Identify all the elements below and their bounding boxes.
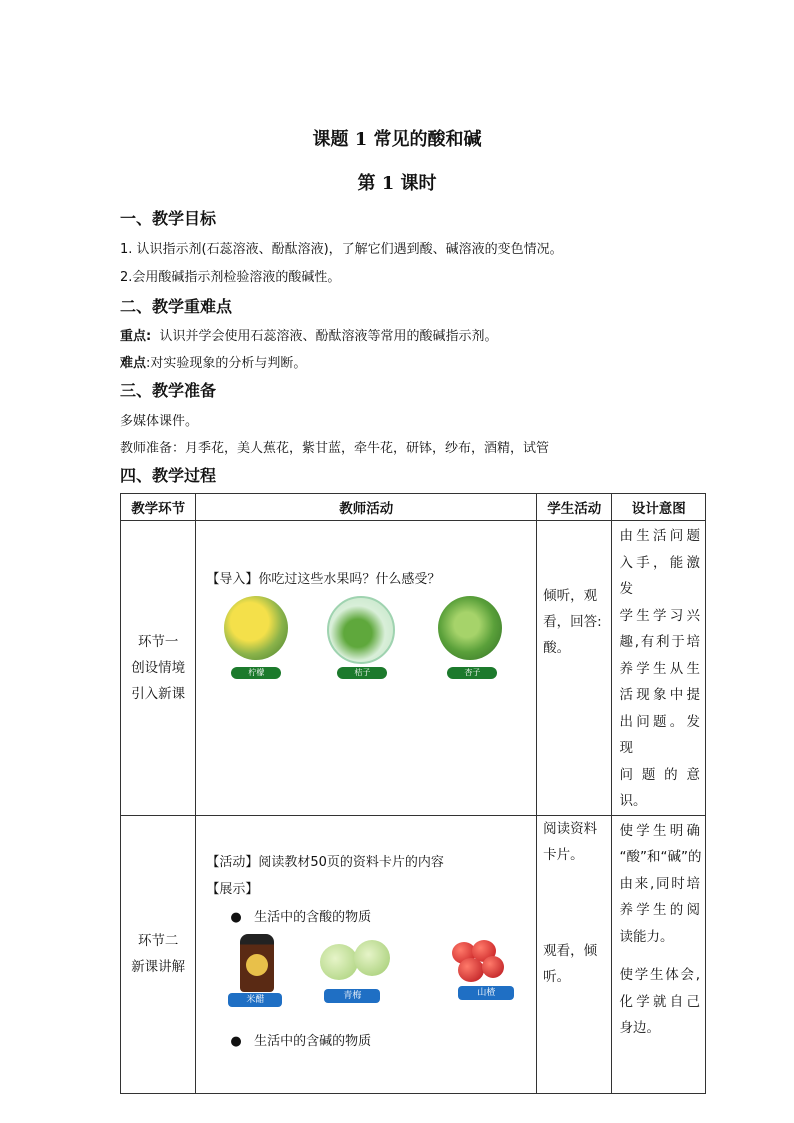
hawthorn-image: [482, 956, 504, 978]
intro-text: 【导入】你吃过这些水果吗？什么感受？: [206, 572, 441, 587]
prep-item: 教师准备：月季花，美人蕉花，紫甘蓝，牵牛花，研钵，纱布，酒精，试管: [120, 441, 550, 456]
difficult-point: [120, 352, 306, 371]
student-line: 酸。: [543, 640, 571, 656]
key-point: [120, 325, 497, 344]
design-line: “酸”和“碱”的: [619, 849, 702, 865]
student-line: 观看，倾: [543, 942, 598, 959]
bullet-icon: ●: [230, 909, 242, 925]
section-heading-goals: 一、教学目标: [120, 209, 217, 228]
page-title: 课题 1 常见的酸和碱: [312, 129, 482, 150]
prep-item: 多媒体课件。: [120, 414, 199, 429]
table-header-row: [121, 494, 706, 521]
lemon-image: [224, 596, 288, 660]
apricot-image: [438, 596, 502, 660]
key-label: 重点:: [120, 329, 152, 344]
vinegar-bottle-image: [240, 934, 274, 992]
teacher-activity-cell: [196, 815, 537, 1093]
item-label: 山楂: [458, 986, 514, 1000]
item-label: 米醋: [228, 993, 282, 1007]
stage-cell: [121, 521, 196, 816]
design-intent-cell: [612, 521, 706, 816]
stage-cell: [121, 815, 196, 1093]
difficult-label: 难点: [120, 356, 147, 371]
design-line: 使学生明确: [619, 822, 700, 839]
student-line: 阅读资料: [543, 820, 598, 837]
student-line: 倾听，观: [543, 588, 598, 604]
design-line: 化学就自己: [619, 993, 700, 1010]
student-line: 看，回答:: [543, 614, 602, 630]
stage-line: 创设情境: [131, 659, 186, 676]
difficult-text: :对实验现象的分析与判断。: [146, 356, 307, 371]
stage-line: 环节一: [137, 633, 179, 650]
section-heading-prep: 三、教学准备: [120, 381, 217, 400]
goal-item: 1. 认识指示剂(石蕊溶液、酚酞溶液)，了解它们遇到酸、碱溶液的变色情况。: [120, 242, 563, 257]
activity-text: 【活动】阅读教材50页的资料卡片的内容: [206, 854, 444, 870]
table-header: 教师活动: [196, 494, 537, 521]
fruit-label: 柠檬: [231, 667, 281, 679]
design-line: 读能力。: [619, 928, 674, 945]
design-intent-cell: [612, 815, 706, 1093]
bullet-item: [230, 1030, 371, 1049]
design-line: 使学生体会,: [619, 967, 700, 983]
table-header: 学生活动: [537, 494, 612, 521]
key-text: 认识并学会使用石蕊溶液、酚酞溶液等常用的酸碱指示剂。: [159, 329, 498, 344]
orange-image: [327, 596, 395, 664]
bullet-text: 生活中的含碱的物质: [254, 1033, 372, 1049]
teacher-activity-cell: [196, 521, 537, 816]
process-table: [120, 493, 706, 1094]
hawthorn-image: [458, 958, 484, 982]
design-line: 趣,有利于培: [619, 634, 700, 650]
stage-line: 引入新课: [131, 685, 186, 702]
page-subtitle: 第 1 课时: [357, 173, 437, 194]
green-plum-image: [320, 944, 358, 980]
bullet-text: 生活中的含酸的物质: [254, 909, 372, 925]
stage-line: 新课讲解: [131, 959, 186, 975]
design-line: 身边。: [619, 1020, 660, 1036]
student-line: 听。: [543, 968, 571, 985]
section-heading-process: 四、教学过程: [120, 466, 217, 485]
table-header: 教学环节: [121, 494, 196, 521]
green-plum-image: [354, 940, 390, 976]
fruit-label: 桔子: [337, 667, 387, 679]
show-text: 【展示】: [206, 881, 259, 897]
student-activity-cell: [537, 521, 612, 816]
design-line: 养学生从生: [619, 660, 700, 677]
bullet-item: [230, 906, 371, 925]
table-header: 设计意图: [612, 494, 706, 521]
design-line: 出问题。发现: [619, 713, 700, 756]
design-line: 养学生的阅: [619, 902, 700, 918]
design-line: 学生学习兴: [619, 607, 700, 624]
section-heading-keypoints: 二、教学重难点: [120, 297, 233, 316]
fruit-label: 杏子: [447, 667, 497, 679]
student-line: 卡片。: [543, 846, 584, 863]
item-label: 青梅: [324, 989, 380, 1003]
design-line: 由生活问题: [619, 528, 700, 544]
bullet-icon: ●: [230, 1033, 242, 1049]
table-row: [121, 815, 706, 1093]
design-line: 活现象中提: [619, 687, 700, 703]
goal-item: 2.会用酸碱指示剂检验溶液的酸碱性。: [120, 270, 341, 285]
design-line: 入手，能激发: [619, 554, 700, 597]
table-row: [121, 521, 706, 816]
student-activity-cell: [537, 815, 612, 1093]
design-line: 由来,同时培: [619, 875, 700, 892]
design-line: 问题的意识。: [619, 766, 700, 809]
stage-line: 环节二: [137, 933, 179, 949]
